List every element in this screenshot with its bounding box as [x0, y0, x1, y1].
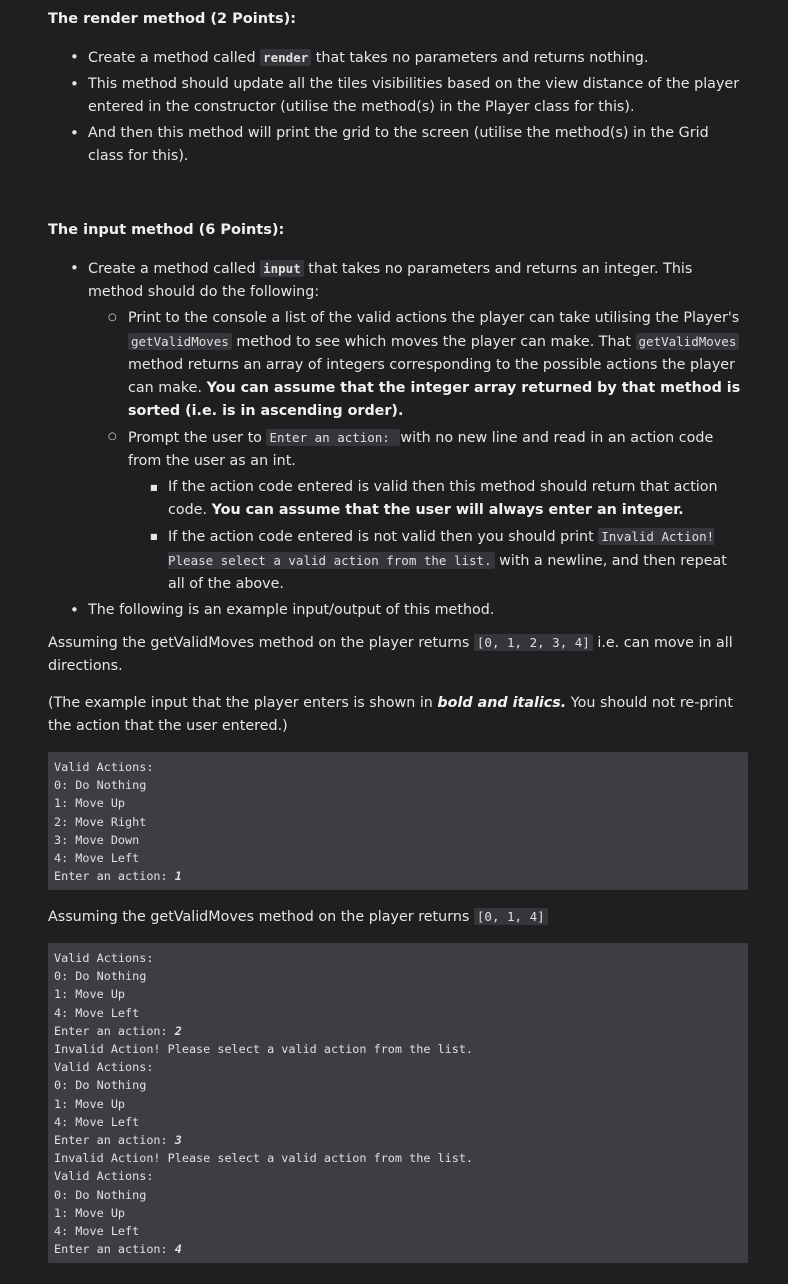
code-line: 0: Do Nothing [54, 1187, 147, 1202]
inline-code: [0, 1, 4] [474, 908, 548, 925]
text: If the action code entered is not valid then you should print [168, 529, 599, 545]
sub-sub-list [128, 476, 748, 596]
text: (The example input that the player enters is shown in [48, 695, 438, 711]
code-line: 4: Move Left [54, 1114, 140, 1129]
text: Create a method called [88, 50, 261, 66]
list-item [48, 46, 748, 70]
text: method to see which moves the player can make. That [231, 334, 636, 350]
list-item [48, 257, 748, 596]
list-item: • This method should update all the tiles visibilities based on the view distance of the player entered in the constructor (utilise the method(s) in the Player class for this). [48, 73, 748, 119]
code-line: 2: Move Right [54, 814, 147, 829]
text: with no new line and read in an action code from the user as an int. [128, 430, 714, 469]
bold-italic-text: bold and italics. [437, 695, 567, 711]
text: i.e. can move in all directions. [48, 635, 733, 674]
code-line: 1: Move Up [54, 796, 126, 811]
prompt-text: Enter an action: [54, 1133, 175, 1148]
bold-text: You can assume that the integer array returned by that method is sorted (i.e. is in ascending order). [128, 380, 741, 419]
prompt-text: Enter an action: [54, 869, 175, 884]
sub-list [88, 307, 748, 596]
inline-code: Invalid Action! Please select a valid action from the list. [168, 529, 715, 568]
text: that takes no parameters and returns nothing. [311, 50, 649, 66]
code-line: Invalid Action! Please select a valid action from the list. [54, 1151, 474, 1166]
prompt-text: Enter an action: [54, 1023, 175, 1038]
list-item [128, 476, 748, 522]
code-line [54, 1131, 742, 1149]
code-line: Valid Actions: [54, 1169, 154, 1184]
prompt-text: Enter an action: [54, 1242, 175, 1257]
code-line: 1: Move Up [54, 1205, 126, 1220]
user-input: 4 [174, 1242, 182, 1257]
list-item [88, 307, 748, 423]
code-line [54, 1022, 742, 1040]
text: Create a method called [88, 261, 261, 277]
user-input: 2 [174, 1023, 182, 1038]
code-line: 1: Move Up [54, 987, 126, 1002]
text: Print to the console a list of the valid actions the player can take utilising the Player's [128, 310, 740, 326]
text: that takes no parameters and returns an integer. This method should do the following: [88, 261, 693, 300]
text: Assuming the getValidMoves method on the player returns [48, 909, 474, 925]
inline-code: [0, 1, 2, 3, 4] [474, 634, 593, 651]
code-line: 0: Do Nothing [54, 778, 147, 793]
bold-text: You can assume that the user will always enter an integer. [211, 502, 684, 518]
paragraph [48, 905, 748, 929]
code-line [54, 1240, 742, 1258]
code-line: 1: Move Up [54, 1096, 126, 1111]
text: You should not re-print the action that the user entered.) [48, 695, 733, 734]
user-input: 1 [174, 869, 182, 884]
code-line: 4: Move Left [54, 1005, 140, 1020]
code-line: 0: Do Nothing [54, 969, 147, 984]
list-item: • The following is an example input/output of this method. [48, 599, 748, 622]
text: Prompt the user to [128, 430, 267, 446]
inline-code: render [260, 49, 311, 66]
text: method returns an array of integers corresponding to the possible actions the player can make. [128, 357, 735, 396]
text: If the action code entered is valid then this method should return that action code. [168, 479, 718, 518]
code-line: 4: Move Left [54, 1224, 140, 1239]
code-line: Valid Actions: [54, 760, 154, 774]
inline-code: Enter an action: [266, 429, 400, 446]
text: with a newline, and then repeat all of the above. [168, 553, 727, 592]
code-line: Valid Actions: [54, 1060, 154, 1075]
input-bullet-list [48, 257, 748, 622]
render-method-heading: The render method (2 Points): [48, 11, 297, 27]
paragraph [48, 631, 748, 678]
list-item: • And then this method will print the grid to the screen (utilise the method(s) in the Grid class for this). [48, 122, 748, 168]
user-input: 3 [174, 1133, 182, 1148]
code-line: 3: Move Down [54, 832, 140, 847]
list-item [88, 426, 748, 596]
code-line: 0: Do Nothing [54, 1078, 147, 1093]
code-line: 4: Move Left [54, 851, 140, 866]
input-method-heading: The input method (6 Points): [48, 222, 285, 238]
code-line: Invalid Action! Please select a valid action from the list. [54, 1042, 474, 1057]
paragraph [48, 692, 748, 738]
list-item [128, 525, 748, 596]
code-line: Valid Actions: [54, 951, 154, 965]
text: Assuming the getValidMoves method on the player returns [48, 635, 474, 651]
inline-code: getValidMoves [128, 333, 232, 350]
inline-code: getValidMoves [636, 333, 740, 350]
code-block-example-1 [48, 752, 748, 890]
code-line [54, 867, 742, 885]
render-bullet-list [48, 46, 748, 168]
inline-code: input [260, 260, 304, 277]
code-block-example-2 [48, 943, 748, 1263]
